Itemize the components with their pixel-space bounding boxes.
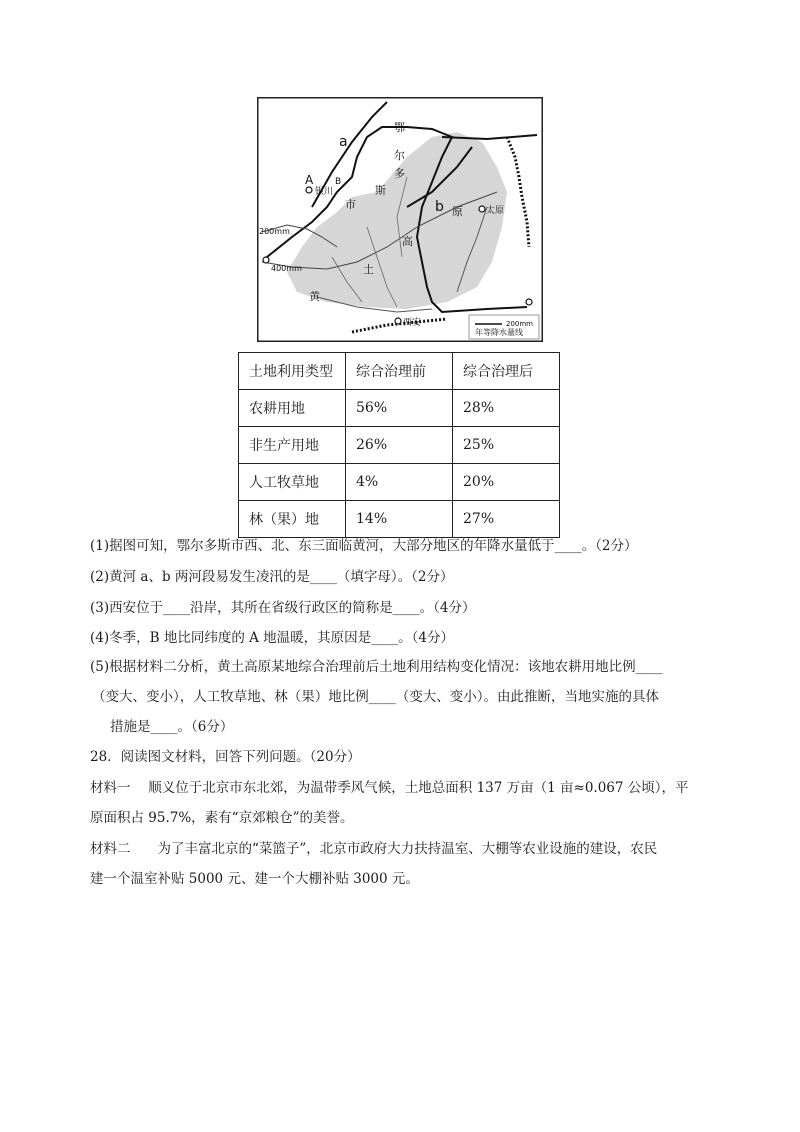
table-cell: 56%: [346, 390, 453, 427]
table-header-cell: 综合治理前: [346, 353, 453, 390]
table-cell: 26%: [346, 427, 453, 464]
map-label-isoline-400: 400mm: [271, 264, 302, 273]
map-label-B: B: [335, 177, 342, 187]
legend-value: 200mm: [506, 320, 533, 328]
map-label-a: a: [339, 134, 348, 150]
xian-marker: [395, 318, 401, 324]
question-3: (3)西安位于____沿岸，其所在省级行政区的简称是____。（4分）: [90, 600, 476, 616]
taiyuan-marker: [479, 206, 485, 212]
table-cell: 林（果）地: [239, 501, 346, 538]
map-label-gao: 高: [402, 235, 413, 248]
table-row: [239, 464, 560, 501]
material-1-line-2: 原面积占 95.7%，素有“京郊粮仓”的美誉。: [90, 810, 354, 826]
east-city-marker: [526, 299, 532, 305]
land-use-table: [238, 352, 560, 538]
map-label-tu: 土: [363, 263, 374, 276]
map-label-A: A: [305, 173, 314, 187]
map-label-er: 尔: [394, 149, 405, 162]
table-cell: 人工牧草地: [239, 464, 346, 501]
table-cell: 农耕用地: [239, 390, 346, 427]
yinchuan-marker: [306, 187, 312, 193]
table-cell: 28%: [453, 390, 560, 427]
map-legend: [469, 315, 539, 339]
map-label-yuan: 原: [452, 205, 463, 218]
table-cell: 27%: [453, 501, 560, 538]
material-2-line-1: 材料二 为了丰富北京的“菜篮子”，北京市政府大力扶持温室、大棚等农业设施的建设，农民: [90, 841, 658, 857]
map-label-xian: 西安: [403, 318, 422, 328]
question-1: (1)据图可知，鄂尔多斯市西、北、东三面临黄河，大部分地区的年降水量低于____。（2分）: [90, 538, 638, 554]
table-header-cell: 土地利用类型: [239, 353, 346, 390]
map-label-huang: 黄: [309, 290, 320, 303]
table-cell: 非生产用地: [239, 427, 346, 464]
table-row: [239, 501, 560, 538]
table-row: [239, 390, 560, 427]
table-cell: 14%: [346, 501, 453, 538]
question-4: (4)冬季，B 地比同纬度的 A 地温暖，其原因是____。（4分）: [90, 630, 455, 646]
question-2: (2)黄河 a、b 两河段易发生凌汛的是____（填字母）。（2分）: [90, 569, 454, 585]
map-label-duo: 多: [394, 167, 405, 180]
map-label-isoline-200: 200mm: [259, 227, 290, 236]
table-cell: 25%: [453, 427, 560, 464]
table-cell: 4%: [346, 464, 453, 501]
table-row: [239, 427, 560, 464]
material-1-line-1: 材料一 顺义位于北京市东北郊，为温带季风气候，土地总面积 137 万亩（1 亩≈0.067 公顷），平: [90, 780, 689, 796]
table-header-cell: 综合治理后: [453, 353, 560, 390]
loess-plateau-map: [257, 97, 543, 342]
material-2-line-2: 建一个温室补贴 5000 元、建一个大棚补贴 3000 元。: [90, 871, 419, 887]
map-label-shi: 市: [345, 198, 356, 211]
table-cell: 20%: [453, 464, 560, 501]
question-5-line-2: （变大、变小），人工牧草地、林（果）地比例____（变大、变小）。由此推断，当地实施的具体: [92, 689, 659, 705]
map-label-yinchuan: 银川: [315, 187, 334, 197]
table-header-row: [239, 353, 560, 390]
legend-caption: 年等降水量线: [475, 328, 523, 337]
map-label-taiyuan: 太原: [486, 206, 505, 216]
question-5-line-1: (5)根据材料二分析，黄土高原某地综合治理前后土地利用结构变化情况：该地农耕用地比例____: [90, 659, 663, 675]
section-28-heading: 28．阅读图文材料，回答下列问题。（20分）: [90, 749, 361, 765]
question-5-line-3: 措施是____。（6分）: [110, 719, 234, 735]
map-label-e: 鄂: [394, 121, 405, 134]
map-label-b: b: [435, 199, 444, 215]
west-city-marker: [263, 257, 269, 263]
map-label-si: 斯: [375, 184, 386, 197]
